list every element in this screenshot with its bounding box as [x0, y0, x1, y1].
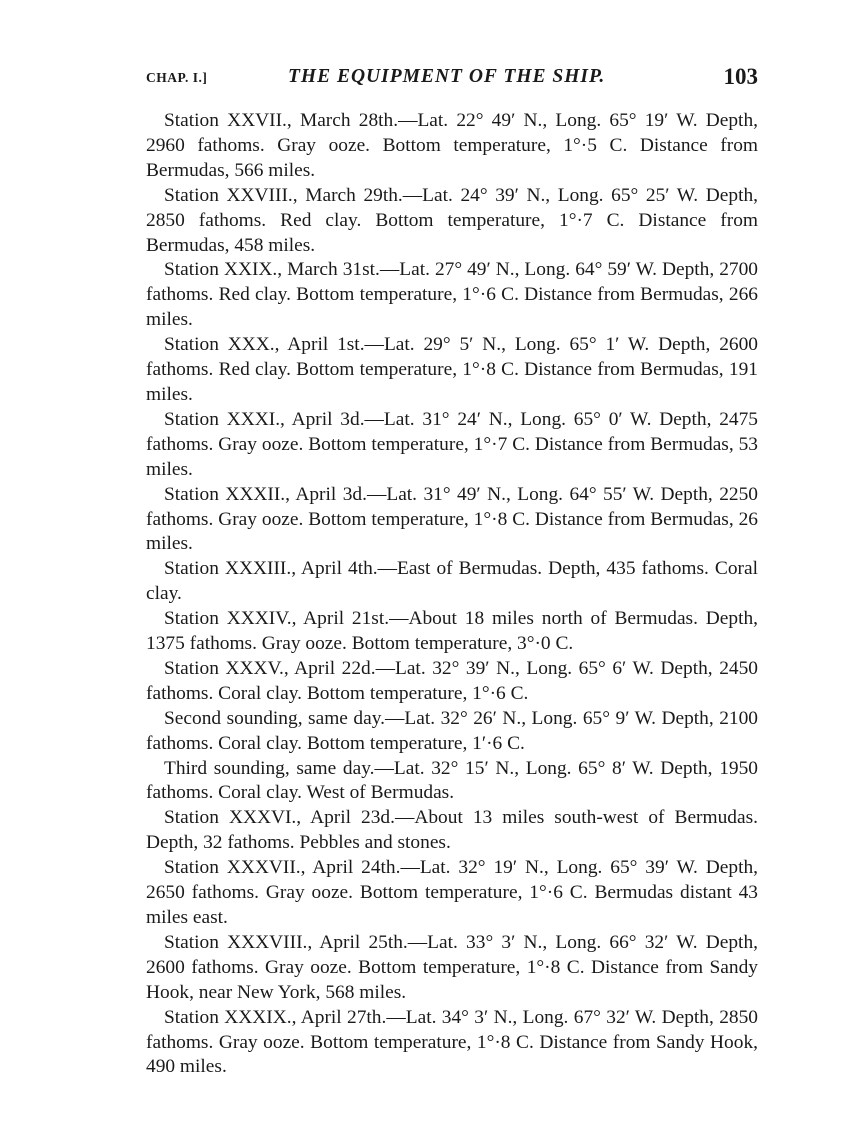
- station-entry: Station XXXIII., April 4th.—East of Bermudas. Depth, 435 fathoms. Coral clay.: [146, 558, 758, 605]
- station-entry: Station XXXI., April 3d.—Lat. 31° 24′ N., Long. 65° 0′ W. Depth, 2475 fathoms. Gray ooze. Bottom temperature, 1°·7 C. Distance from Bermudas, 53 miles.: [146, 408, 758, 480]
- station-entry: Station XXVIII., March 29th.—Lat. 24° 39′ N., Long. 65° 25′ W. Depth, 2850 fathoms. Red clay. Bottom temperature, 1°·7 C. Distance from Bermudas, 458 miles.: [146, 184, 758, 256]
- station-entry: Station XXXVI., April 23d.—About 13 miles south-west of Bermudas. Depth, 32 fathoms. Pebbles and stones.: [146, 807, 758, 854]
- station-entry: Station XXX., April 1st.—Lat. 29° 5′ N., Long. 65° 1′ W. Depth, 2600 fathoms. Red clay. Bottom temperature, 1°·8 C. Distance from Bermudas, 191 miles.: [146, 334, 758, 405]
- chapter-label: CHAP. I.]: [146, 70, 208, 85]
- station-entry: Second sounding, same day.—Lat. 32° 26′ N., Long. 65° 9′ W. Depth, 2100 fathoms. Coral clay. Bottom temperature, 1′·6 C.: [146, 707, 758, 754]
- running-header: [146, 66, 758, 96]
- station-entry: Station XXVII., March 28th.—Lat. 22° 49′ N., Long. 65° 19′ W. Depth, 2960 fathoms. Gray ooze. Bottom temperature, 1°·5 C. Distance from Bermudas, 566 miles.: [146, 110, 758, 181]
- station-entry: Station XXIX., March 31st.—Lat. 27° 49′ N., Long. 64° 59′ W. Depth, 2700 fathoms. Red clay. Bottom temperature, 1°·6 C. Distance from Bermudas, 266 miles.: [146, 259, 758, 331]
- station-entry: Station XXXIV., April 21st.—About 18 miles north of Bermudas. Depth, 1375 fathoms. Gray ooze. Bottom temperature, 3°·0 C.: [146, 608, 758, 655]
- station-entry: Station XXXV., April 22d.—Lat. 32° 39′ N., Long. 65° 6′ W. Depth, 2450 fathoms. Coral clay. Bottom temperature, 1°·6 C.: [146, 657, 758, 704]
- page-number: 103: [723, 64, 758, 89]
- station-entry: Station XXXIX., April 27th.—Lat. 34° 3′ N., Long. 67° 32′ W. Depth, 2850 fathoms. Gray ooze. Bottom temperature, 1°·8 C. Distance from Sandy Hook, 490 miles.: [146, 1006, 758, 1078]
- station-entry: Station XXXVII., April 24th.—Lat. 32° 19′ N., Long. 65° 39′ W. Depth, 2650 fathoms. Gray ooze. Bottom temperature, 1°·6 C. Bermudas distant 43 miles east.: [146, 857, 758, 928]
- station-entry: Station XXXVIII., April 25th.—Lat. 33° 3′ N., Long. 66° 32′ W. Depth, 2600 fathoms. Gray ooze. Bottom temperature, 1°·8 C. Distance from Sandy Hook, near New York, 568 miles.: [146, 931, 758, 1003]
- station-list: [146, 109, 758, 1080]
- running-title: THE EQUIPMENT OF THE SHIP.: [288, 66, 606, 87]
- station-entry: Station XXXII., April 3d.—Lat. 31° 49′ N., Long. 64° 55′ W. Depth, 2250 fathoms. Gray ooze. Bottom temperature, 1°·8 C. Distance from Bermudas, 26 miles.: [146, 483, 758, 555]
- station-entry: Third sounding, same day.—Lat. 32° 15′ N., Long. 65° 8′ W. Depth, 1950 fathoms. Coral clay. West of Bermudas.: [146, 757, 758, 804]
